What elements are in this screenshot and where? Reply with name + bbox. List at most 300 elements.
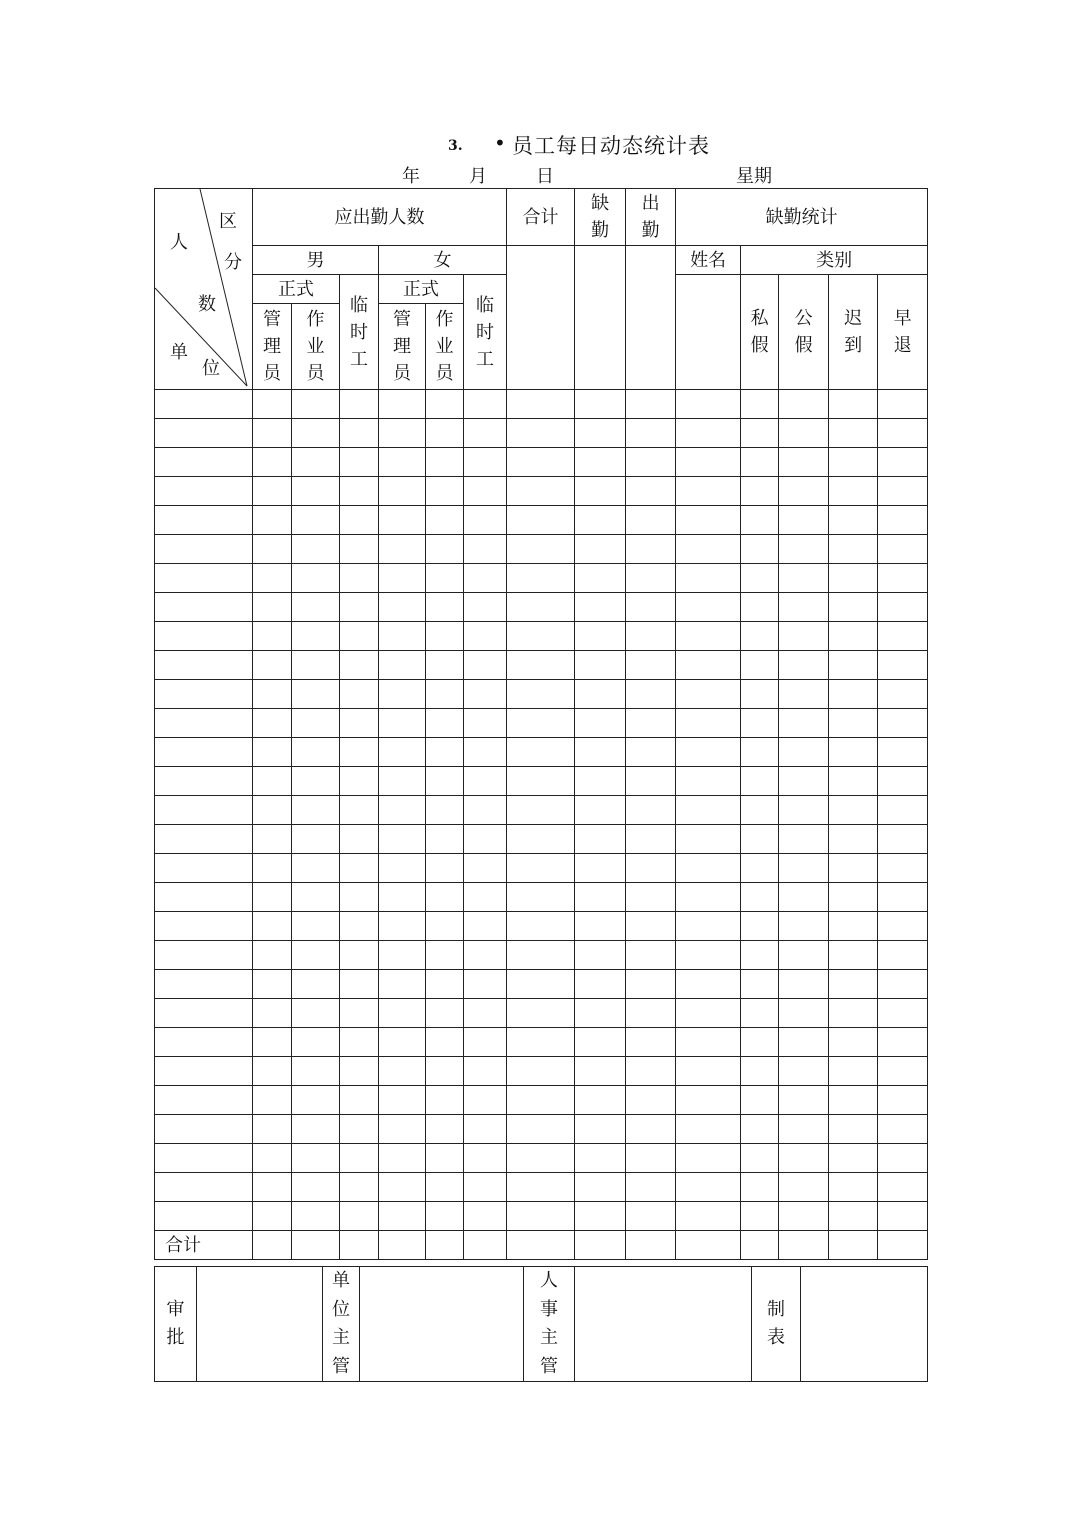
table-cell[interactable] — [575, 651, 626, 680]
table-cell[interactable] — [340, 1057, 379, 1086]
table-cell[interactable] — [779, 738, 829, 767]
table-cell[interactable] — [292, 506, 340, 535]
table-cell[interactable] — [253, 825, 292, 854]
table-cell[interactable] — [253, 651, 292, 680]
table-cell[interactable] — [464, 1086, 507, 1115]
table-cell[interactable] — [626, 506, 676, 535]
table-cell[interactable] — [741, 1115, 779, 1144]
table-cell[interactable] — [426, 390, 464, 419]
table-cell[interactable] — [741, 767, 779, 796]
table-cell[interactable] — [829, 1115, 878, 1144]
table-cell[interactable] — [575, 1173, 626, 1202]
table-cell[interactable] — [779, 1028, 829, 1057]
table-cell[interactable] — [507, 506, 575, 535]
table-cell[interactable] — [507, 477, 575, 506]
table-cell[interactable] — [779, 709, 829, 738]
table-cell[interactable] — [340, 1028, 379, 1057]
table-cell[interactable] — [464, 738, 507, 767]
table-cell[interactable] — [464, 1028, 507, 1057]
table-cell[interactable] — [575, 970, 626, 999]
table-cell[interactable] — [676, 1202, 741, 1231]
total-cell[interactable] — [464, 1231, 507, 1260]
table-cell[interactable] — [575, 767, 626, 796]
table-cell[interactable] — [676, 1028, 741, 1057]
table-cell[interactable] — [575, 941, 626, 970]
table-cell[interactable] — [379, 651, 426, 680]
table-cell[interactable] — [253, 999, 292, 1028]
table-cell[interactable] — [829, 535, 878, 564]
table-cell[interactable] — [253, 506, 292, 535]
table-cell[interactable] — [626, 1144, 676, 1173]
table-cell[interactable] — [292, 390, 340, 419]
table-cell[interactable] — [253, 941, 292, 970]
table-cell[interactable] — [676, 390, 741, 419]
table-cell[interactable] — [340, 796, 379, 825]
table-cell[interactable] — [878, 883, 928, 912]
total-cell[interactable] — [340, 1231, 379, 1260]
table-cell[interactable] — [464, 680, 507, 709]
table-cell[interactable] — [464, 970, 507, 999]
table-cell[interactable] — [340, 448, 379, 477]
table-cell[interactable] — [829, 1173, 878, 1202]
table-cell[interactable] — [379, 999, 426, 1028]
table-cell[interactable] — [829, 651, 878, 680]
table-cell[interactable] — [779, 477, 829, 506]
table-cell[interactable] — [292, 477, 340, 506]
table-cell[interactable] — [829, 506, 878, 535]
table-cell[interactable] — [464, 390, 507, 419]
table-cell[interactable] — [779, 651, 829, 680]
table-cell[interactable] — [676, 651, 741, 680]
table-cell[interactable] — [340, 1086, 379, 1115]
table-cell[interactable] — [575, 709, 626, 738]
table-cell[interactable] — [676, 1086, 741, 1115]
table-cell[interactable] — [779, 680, 829, 709]
table-cell[interactable] — [829, 796, 878, 825]
table-cell[interactable] — [340, 854, 379, 883]
total-cell[interactable] — [379, 1231, 426, 1260]
table-cell[interactable] — [464, 1115, 507, 1144]
table-cell[interactable] — [464, 419, 507, 448]
table-cell[interactable] — [507, 999, 575, 1028]
table-cell[interactable] — [626, 854, 676, 883]
unit-cell[interactable] — [155, 912, 253, 941]
table-cell[interactable] — [507, 912, 575, 941]
table-cell[interactable] — [379, 738, 426, 767]
table-cell[interactable] — [340, 767, 379, 796]
table-cell[interactable] — [741, 506, 779, 535]
table-cell[interactable] — [878, 854, 928, 883]
table-cell[interactable] — [253, 912, 292, 941]
table-cell[interactable] — [741, 622, 779, 651]
table-cell[interactable] — [340, 622, 379, 651]
table-cell[interactable] — [626, 941, 676, 970]
unit-cell[interactable] — [155, 564, 253, 593]
table-cell[interactable] — [426, 912, 464, 941]
table-cell[interactable] — [426, 709, 464, 738]
table-cell[interactable] — [292, 825, 340, 854]
table-cell[interactable] — [829, 999, 878, 1028]
table-cell[interactable] — [676, 883, 741, 912]
table-cell[interactable] — [626, 883, 676, 912]
table-cell[interactable] — [575, 738, 626, 767]
table-cell[interactable] — [878, 1057, 928, 1086]
preparer-field[interactable] — [801, 1267, 928, 1382]
table-cell[interactable] — [426, 883, 464, 912]
table-cell[interactable] — [253, 622, 292, 651]
table-cell[interactable] — [426, 1028, 464, 1057]
table-cell[interactable] — [253, 1028, 292, 1057]
table-cell[interactable] — [464, 622, 507, 651]
table-cell[interactable] — [626, 622, 676, 651]
table-cell[interactable] — [626, 1173, 676, 1202]
table-cell[interactable] — [379, 390, 426, 419]
table-cell[interactable] — [575, 535, 626, 564]
table-cell[interactable] — [878, 651, 928, 680]
total-cell[interactable] — [507, 1231, 575, 1260]
table-cell[interactable] — [464, 767, 507, 796]
table-cell[interactable] — [626, 593, 676, 622]
table-cell[interactable] — [878, 912, 928, 941]
table-cell[interactable] — [575, 390, 626, 419]
table-cell[interactable] — [741, 1028, 779, 1057]
table-cell[interactable] — [575, 622, 626, 651]
table-cell[interactable] — [507, 825, 575, 854]
unit-cell[interactable] — [155, 738, 253, 767]
table-cell[interactable] — [379, 970, 426, 999]
table-cell[interactable] — [829, 825, 878, 854]
table-cell[interactable] — [741, 593, 779, 622]
table-cell[interactable] — [379, 854, 426, 883]
table-cell[interactable] — [741, 970, 779, 999]
table-cell[interactable] — [253, 477, 292, 506]
table-cell[interactable] — [779, 1115, 829, 1144]
table-cell[interactable] — [779, 883, 829, 912]
table-cell[interactable] — [253, 680, 292, 709]
table-cell[interactable] — [379, 709, 426, 738]
table-cell[interactable] — [507, 564, 575, 593]
unit-cell[interactable] — [155, 1173, 253, 1202]
table-cell[interactable] — [626, 1202, 676, 1231]
table-cell[interactable] — [464, 1057, 507, 1086]
table-cell[interactable] — [741, 941, 779, 970]
table-cell[interactable] — [464, 564, 507, 593]
table-cell[interactable] — [292, 738, 340, 767]
table-cell[interactable] — [878, 419, 928, 448]
table-cell[interactable] — [426, 419, 464, 448]
unit-cell[interactable] — [155, 854, 253, 883]
table-cell[interactable] — [626, 709, 676, 738]
table-cell[interactable] — [878, 506, 928, 535]
table-cell[interactable] — [741, 854, 779, 883]
table-cell[interactable] — [741, 680, 779, 709]
table-cell[interactable] — [575, 564, 626, 593]
table-cell[interactable] — [741, 738, 779, 767]
table-cell[interactable] — [379, 477, 426, 506]
table-cell[interactable] — [575, 593, 626, 622]
table-cell[interactable] — [741, 999, 779, 1028]
unit-cell[interactable] — [155, 709, 253, 738]
table-cell[interactable] — [741, 535, 779, 564]
table-cell[interactable] — [626, 1086, 676, 1115]
table-cell[interactable] — [676, 854, 741, 883]
table-cell[interactable] — [292, 970, 340, 999]
table-cell[interactable] — [464, 709, 507, 738]
table-cell[interactable] — [379, 1086, 426, 1115]
table-cell[interactable] — [379, 1057, 426, 1086]
table-cell[interactable] — [626, 767, 676, 796]
table-cell[interactable] — [340, 419, 379, 448]
table-cell[interactable] — [878, 1144, 928, 1173]
table-cell[interactable] — [379, 825, 426, 854]
table-cell[interactable] — [379, 883, 426, 912]
table-cell[interactable] — [741, 1057, 779, 1086]
table-cell[interactable] — [253, 419, 292, 448]
table-cell[interactable] — [426, 1086, 464, 1115]
table-cell[interactable] — [575, 1057, 626, 1086]
table-cell[interactable] — [878, 1173, 928, 1202]
table-cell[interactable] — [626, 1057, 676, 1086]
table-cell[interactable] — [464, 941, 507, 970]
table-cell[interactable] — [253, 1173, 292, 1202]
table-cell[interactable] — [340, 1202, 379, 1231]
table-cell[interactable] — [575, 796, 626, 825]
table-cell[interactable] — [779, 390, 829, 419]
unit-cell[interactable] — [155, 593, 253, 622]
unit-cell[interactable] — [155, 1115, 253, 1144]
total-cell[interactable] — [253, 1231, 292, 1260]
table-cell[interactable] — [253, 709, 292, 738]
table-cell[interactable] — [507, 941, 575, 970]
table-cell[interactable] — [878, 593, 928, 622]
table-cell[interactable] — [340, 477, 379, 506]
unit-cell[interactable] — [155, 1028, 253, 1057]
table-cell[interactable] — [340, 593, 379, 622]
table-cell[interactable] — [878, 390, 928, 419]
total-cell[interactable] — [575, 1231, 626, 1260]
table-cell[interactable] — [464, 1202, 507, 1231]
table-cell[interactable] — [676, 1115, 741, 1144]
table-cell[interactable] — [340, 970, 379, 999]
table-cell[interactable] — [379, 1028, 426, 1057]
table-cell[interactable] — [829, 970, 878, 999]
table-cell[interactable] — [292, 535, 340, 564]
table-cell[interactable] — [340, 738, 379, 767]
table-cell[interactable] — [379, 1115, 426, 1144]
table-cell[interactable] — [829, 1028, 878, 1057]
table-cell[interactable] — [779, 1202, 829, 1231]
table-cell[interactable] — [829, 883, 878, 912]
table-cell[interactable] — [426, 535, 464, 564]
unit-cell[interactable] — [155, 448, 253, 477]
total-cell[interactable] — [779, 1231, 829, 1260]
table-cell[interactable] — [340, 941, 379, 970]
table-cell[interactable] — [779, 912, 829, 941]
table-cell[interactable] — [464, 477, 507, 506]
table-cell[interactable] — [426, 564, 464, 593]
table-cell[interactable] — [829, 1057, 878, 1086]
table-cell[interactable] — [741, 651, 779, 680]
table-cell[interactable] — [507, 1057, 575, 1086]
table-cell[interactable] — [426, 593, 464, 622]
table-cell[interactable] — [507, 796, 575, 825]
table-cell[interactable] — [507, 680, 575, 709]
table-cell[interactable] — [292, 622, 340, 651]
table-cell[interactable] — [253, 564, 292, 593]
table-cell[interactable] — [741, 912, 779, 941]
table-cell[interactable] — [829, 738, 878, 767]
table-cell[interactable] — [626, 1115, 676, 1144]
table-cell[interactable] — [426, 738, 464, 767]
table-cell[interactable] — [741, 564, 779, 593]
table-cell[interactable] — [626, 999, 676, 1028]
table-cell[interactable] — [779, 593, 829, 622]
table-cell[interactable] — [829, 854, 878, 883]
table-cell[interactable] — [676, 1173, 741, 1202]
table-cell[interactable] — [379, 622, 426, 651]
table-cell[interactable] — [292, 419, 340, 448]
table-cell[interactable] — [779, 1173, 829, 1202]
table-cell[interactable] — [676, 738, 741, 767]
table-cell[interactable] — [676, 970, 741, 999]
table-cell[interactable] — [575, 448, 626, 477]
table-cell[interactable] — [379, 448, 426, 477]
table-cell[interactable] — [340, 883, 379, 912]
table-cell[interactable] — [829, 912, 878, 941]
unit-cell[interactable] — [155, 825, 253, 854]
table-cell[interactable] — [829, 680, 878, 709]
table-cell[interactable] — [507, 1086, 575, 1115]
table-cell[interactable] — [829, 390, 878, 419]
table-cell[interactable] — [626, 970, 676, 999]
table-cell[interactable] — [292, 709, 340, 738]
unit-cell[interactable] — [155, 1086, 253, 1115]
table-cell[interactable] — [340, 709, 379, 738]
unit-cell[interactable] — [155, 506, 253, 535]
table-cell[interactable] — [829, 1086, 878, 1115]
table-cell[interactable] — [878, 941, 928, 970]
table-cell[interactable] — [575, 999, 626, 1028]
table-cell[interactable] — [829, 448, 878, 477]
table-cell[interactable] — [426, 1144, 464, 1173]
table-cell[interactable] — [379, 1202, 426, 1231]
table-cell[interactable] — [575, 883, 626, 912]
table-cell[interactable] — [626, 738, 676, 767]
total-cell[interactable] — [676, 1231, 741, 1260]
table-cell[interactable] — [340, 825, 379, 854]
table-cell[interactable] — [464, 535, 507, 564]
unit-cell[interactable] — [155, 390, 253, 419]
table-cell[interactable] — [507, 448, 575, 477]
unit-cell[interactable] — [155, 419, 253, 448]
table-cell[interactable] — [379, 680, 426, 709]
table-cell[interactable] — [779, 941, 829, 970]
table-cell[interactable] — [829, 709, 878, 738]
total-cell[interactable] — [829, 1231, 878, 1260]
table-cell[interactable] — [878, 448, 928, 477]
table-cell[interactable] — [575, 1086, 626, 1115]
table-cell[interactable] — [829, 1202, 878, 1231]
table-cell[interactable] — [626, 564, 676, 593]
table-cell[interactable] — [741, 1202, 779, 1231]
table-cell[interactable] — [464, 1144, 507, 1173]
table-cell[interactable] — [426, 970, 464, 999]
table-cell[interactable] — [878, 767, 928, 796]
table-cell[interactable] — [253, 767, 292, 796]
table-cell[interactable] — [741, 883, 779, 912]
table-cell[interactable] — [340, 1144, 379, 1173]
table-cell[interactable] — [464, 448, 507, 477]
table-cell[interactable] — [878, 1086, 928, 1115]
table-cell[interactable] — [779, 1057, 829, 1086]
table-cell[interactable] — [426, 1115, 464, 1144]
table-cell[interactable] — [829, 941, 878, 970]
table-cell[interactable] — [626, 477, 676, 506]
table-cell[interactable] — [464, 854, 507, 883]
table-cell[interactable] — [878, 1028, 928, 1057]
table-cell[interactable] — [340, 651, 379, 680]
table-cell[interactable] — [292, 1028, 340, 1057]
unit-supervisor-field[interactable] — [360, 1267, 524, 1382]
table-cell[interactable] — [676, 593, 741, 622]
table-cell[interactable] — [464, 651, 507, 680]
table-cell[interactable] — [878, 796, 928, 825]
table-cell[interactable] — [507, 1202, 575, 1231]
table-cell[interactable] — [292, 1086, 340, 1115]
table-cell[interactable] — [253, 854, 292, 883]
table-cell[interactable] — [779, 419, 829, 448]
table-cell[interactable] — [292, 796, 340, 825]
table-cell[interactable] — [253, 883, 292, 912]
table-cell[interactable] — [253, 796, 292, 825]
total-cell[interactable] — [741, 1231, 779, 1260]
table-cell[interactable] — [676, 535, 741, 564]
table-cell[interactable] — [507, 651, 575, 680]
unit-cell[interactable] — [155, 883, 253, 912]
table-cell[interactable] — [379, 796, 426, 825]
table-cell[interactable] — [626, 912, 676, 941]
table-cell[interactable] — [779, 564, 829, 593]
table-cell[interactable] — [626, 1028, 676, 1057]
table-cell[interactable] — [426, 796, 464, 825]
table-cell[interactable] — [507, 970, 575, 999]
table-cell[interactable] — [741, 1173, 779, 1202]
table-cell[interactable] — [878, 999, 928, 1028]
table-cell[interactable] — [676, 941, 741, 970]
table-cell[interactable] — [292, 883, 340, 912]
table-cell[interactable] — [878, 825, 928, 854]
table-cell[interactable] — [292, 593, 340, 622]
table-cell[interactable] — [292, 1173, 340, 1202]
total-cell[interactable] — [626, 1231, 676, 1260]
table-cell[interactable] — [779, 1144, 829, 1173]
unit-cell[interactable] — [155, 970, 253, 999]
table-cell[interactable] — [379, 941, 426, 970]
table-cell[interactable] — [779, 970, 829, 999]
unit-cell[interactable] — [155, 767, 253, 796]
table-cell[interactable] — [676, 796, 741, 825]
table-cell[interactable] — [507, 593, 575, 622]
table-cell[interactable] — [507, 1144, 575, 1173]
table-cell[interactable] — [626, 680, 676, 709]
table-cell[interactable] — [507, 883, 575, 912]
table-cell[interactable] — [779, 1086, 829, 1115]
table-cell[interactable] — [464, 796, 507, 825]
table-cell[interactable] — [426, 622, 464, 651]
table-cell[interactable] — [464, 593, 507, 622]
table-cell[interactable] — [340, 999, 379, 1028]
table-cell[interactable] — [292, 1057, 340, 1086]
